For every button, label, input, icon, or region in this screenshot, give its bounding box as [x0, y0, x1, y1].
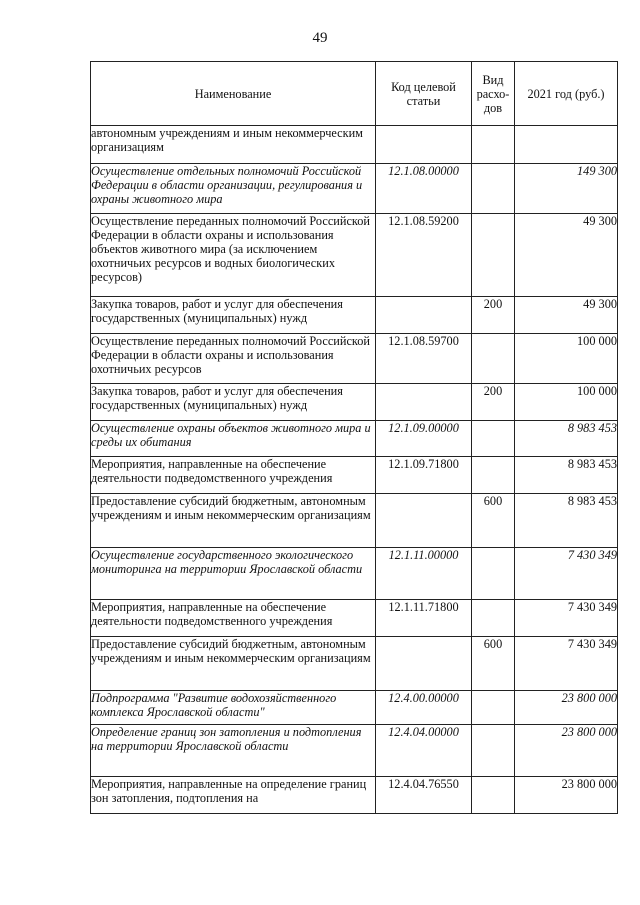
- cell-code: [376, 297, 472, 334]
- cell-code: [376, 126, 472, 164]
- cell-kind: [472, 600, 515, 637]
- table-row: [91, 214, 618, 297]
- cell-amount: 149 300: [515, 164, 618, 214]
- cell-kind: [472, 777, 515, 814]
- table-row: [91, 297, 618, 334]
- cell-kind: [472, 214, 515, 297]
- cell-name: Осуществление отдельных полномочий Российской Федерации в области организации, регулирования и охраны животного мира: [91, 164, 376, 214]
- cell-amount: 49 300: [515, 297, 618, 334]
- budget-table: [90, 61, 618, 814]
- table-row: [91, 334, 618, 384]
- cell-code: 12.4.00.00000: [376, 691, 472, 725]
- cell-code: 12.1.08.59700: [376, 334, 472, 384]
- cell-amount: 8 983 453: [515, 421, 618, 457]
- cell-code: 12.4.04.00000: [376, 725, 472, 777]
- cell-name: автономным учреждениям и иным некоммерческим организациям: [91, 126, 376, 164]
- cell-kind: [472, 421, 515, 457]
- cell-kind: 600: [472, 494, 515, 548]
- cell-kind: [472, 457, 515, 494]
- cell-kind: [472, 548, 515, 600]
- cell-name: Осуществление государственного экологического мониторинга на территории Ярославской области: [91, 548, 376, 600]
- table-row: [91, 494, 618, 548]
- cell-amount: 7 430 349: [515, 548, 618, 600]
- table-header-row: [91, 62, 618, 126]
- table-row: [91, 691, 618, 725]
- page-number: 49: [312, 30, 328, 46]
- cell-amount: 7 430 349: [515, 600, 618, 637]
- cell-code: [376, 384, 472, 421]
- cell-code: 12.1.11.00000: [376, 548, 472, 600]
- header-name: Наименование: [91, 62, 376, 126]
- cell-amount: 100 000: [515, 384, 618, 421]
- table-row: [91, 637, 618, 691]
- cell-kind: [472, 334, 515, 384]
- table-row: [91, 457, 618, 494]
- header-code: Код целевой статьи: [376, 62, 472, 126]
- cell-amount: 100 000: [515, 334, 618, 384]
- cell-name: Мероприятия, направленные на обеспечение деятельности подведомственного учреждения: [91, 457, 376, 494]
- cell-name: Мероприятия, направленные на определение границ зон затопления, подтопления на: [91, 777, 376, 814]
- cell-kind: 200: [472, 384, 515, 421]
- cell-kind: [472, 126, 515, 164]
- table-row: [91, 384, 618, 421]
- header-kind: Вид расхо-дов: [472, 62, 515, 126]
- cell-kind: [472, 725, 515, 777]
- cell-code: 12.1.08.00000: [376, 164, 472, 214]
- cell-amount: 8 983 453: [515, 457, 618, 494]
- cell-amount: 23 800 000: [515, 777, 618, 814]
- cell-name: Осуществление охраны объектов животного мира и среды их обитания: [91, 421, 376, 457]
- table-row: [91, 164, 618, 214]
- cell-name: Осуществление переданных полномочий Российской Федерации в области охраны и использования охотничьих ресурсов: [91, 334, 376, 384]
- cell-name: Определение границ зон затопления и подтопления на территории Ярославской области: [91, 725, 376, 777]
- cell-amount: [515, 126, 618, 164]
- cell-code: [376, 494, 472, 548]
- table-row: [91, 126, 618, 164]
- cell-name: Предоставление субсидий бюджетным, автономным учреждениям и иным некоммерческим организациям: [91, 494, 376, 548]
- cell-code: [376, 637, 472, 691]
- cell-name: Предоставление субсидий бюджетным, автономным учреждениям и иным некоммерческим организациям: [91, 637, 376, 691]
- cell-name: Мероприятия, направленные на обеспечение деятельности подведомственного учреждения: [91, 600, 376, 637]
- table-row: [91, 725, 618, 777]
- cell-code: 12.1.09.00000: [376, 421, 472, 457]
- cell-amount: 23 800 000: [515, 725, 618, 777]
- cell-code: 12.1.08.59200: [376, 214, 472, 297]
- header-amount: 2021 год (руб.): [515, 62, 618, 126]
- cell-kind: [472, 164, 515, 214]
- cell-name: Закупка товаров, работ и услуг для обеспечения государственных (муниципальных) нужд: [91, 297, 376, 334]
- cell-code: 12.1.11.71800: [376, 600, 472, 637]
- table-row: [91, 548, 618, 600]
- cell-amount: 7 430 349: [515, 637, 618, 691]
- cell-name: Подпрограмма "Развитие водохозяйственного комплекса Ярославской области": [91, 691, 376, 725]
- cell-amount: 23 800 000: [515, 691, 618, 725]
- table-row: [91, 600, 618, 637]
- cell-kind: [472, 691, 515, 725]
- table-row: [91, 777, 618, 814]
- cell-amount: 8 983 453: [515, 494, 618, 548]
- cell-code: 12.4.04.76550: [376, 777, 472, 814]
- table-row: [91, 421, 618, 457]
- cell-amount: 49 300: [515, 214, 618, 297]
- cell-kind: 600: [472, 637, 515, 691]
- cell-kind: 200: [472, 297, 515, 334]
- cell-name: Закупка товаров, работ и услуг для обеспечения государственных (муниципальных) нужд: [91, 384, 376, 421]
- cell-code: 12.1.09.71800: [376, 457, 472, 494]
- cell-name: Осуществление переданных полномочий Российской Федерации в области охраны и использования объектов животного мира (за исключением охотничьих ресурсов и водных биологических ресурсов): [91, 214, 376, 297]
